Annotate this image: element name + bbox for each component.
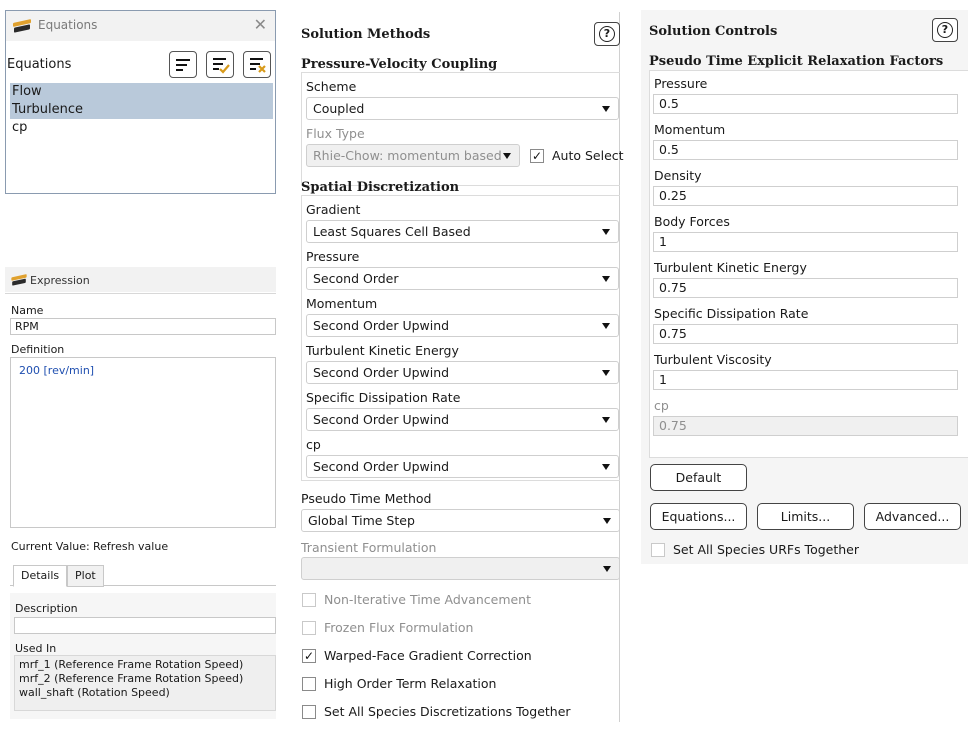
tke-urf-input[interactable]: 0.75 [653, 278, 958, 298]
warped-face-checkbox[interactable] [302, 648, 602, 664]
pressure-label: Pressure [306, 249, 360, 264]
cp-label: cp [306, 437, 321, 452]
pressure-urf-input[interactable]: 0.5 [653, 94, 958, 114]
chevron-down-icon [602, 464, 610, 470]
help-icon: ? [599, 26, 615, 42]
sdr-dropdown[interactable] [306, 408, 619, 431]
chevron-down-icon [602, 323, 610, 329]
limits-button[interactable]: Limits... [757, 503, 854, 530]
pseudo-time-dropdown[interactable] [301, 509, 620, 532]
checkbox-unchecked-icon [651, 543, 665, 557]
equations-list [10, 83, 273, 191]
sdr-label: Specific Dissipation Rate [306, 390, 461, 405]
tab-details[interactable]: Details [13, 565, 67, 587]
sdr-urf-input[interactable]: 0.75 [653, 324, 958, 344]
list-lines-icon [174, 56, 192, 73]
expression-title-bar [5, 267, 276, 292]
momentum-dropdown[interactable] [306, 314, 619, 337]
help-icon: ? [937, 22, 953, 38]
pseudo-time-label: Pseudo Time Method [301, 491, 432, 506]
definition-label: Definition [11, 343, 65, 356]
list-options-button[interactable] [169, 51, 197, 78]
list-item: mrf_2 (Reference Frame Rotation Speed) [19, 672, 244, 685]
momentum-value: Second Order Upwind [313, 318, 450, 333]
refresh-value-link[interactable]: Refresh value [93, 540, 169, 553]
transient-formulation-label: Transient Formulation [301, 540, 437, 555]
chevron-down-icon [602, 370, 610, 376]
description-input[interactable] [14, 617, 276, 634]
sdr-urf-label: Specific Dissipation Rate [654, 306, 809, 321]
expression-dialog [5, 267, 276, 711]
non-iterative-checkbox[interactable] [302, 592, 602, 608]
high-order-relaxation-checkbox[interactable] [302, 676, 602, 692]
solution-methods-title: Solution Methods [301, 27, 431, 42]
help-button[interactable] [932, 18, 958, 42]
chevron-down-icon [602, 229, 610, 235]
equations-title-bar [6, 11, 275, 41]
chevron-down-icon [602, 106, 610, 112]
cp-urf-input[interactable]: 0.75 [653, 416, 958, 436]
spatial-discretization-header: Spatial Discretization [301, 180, 460, 195]
momentum-label: Momentum [306, 296, 378, 311]
help-button[interactable] [594, 22, 620, 46]
advanced-button[interactable]: Advanced... [864, 503, 961, 530]
list-item: mrf_1 (Reference Frame Rotation Speed) [19, 658, 244, 671]
frozen-flux-label: Frozen Flux Formulation [324, 620, 474, 635]
non-iterative-label: Non-Iterative Time Advancement [324, 592, 532, 607]
gradient-dropdown[interactable] [306, 220, 619, 243]
relaxation-factors-header: Pseudo Time Explicit Relaxation Factors [649, 54, 944, 69]
scheme-value: Coupled [313, 101, 365, 116]
chevron-down-icon [602, 417, 610, 423]
solution-controls-panel [641, 10, 968, 564]
scheme-label: Scheme [306, 79, 357, 94]
momentum-urf-label: Momentum [654, 122, 726, 137]
momentum-urf-input[interactable]: 0.5 [653, 140, 958, 160]
tke-label: Turbulent Kinetic Energy [306, 343, 459, 358]
used-in-label: Used In [15, 642, 57, 655]
used-in-list [14, 655, 276, 711]
name-input[interactable]: RPM [10, 318, 276, 335]
equation-item-cp[interactable]: cp [12, 120, 28, 135]
equations-label: Equations [7, 57, 72, 72]
checkbox-checked-icon: ✓ [303, 649, 315, 663]
cp-dropdown[interactable] [306, 455, 619, 478]
body-forces-urf-input[interactable]: 1 [653, 232, 958, 252]
cp-value: Second Order Upwind [313, 459, 450, 474]
deselect-all-button[interactable] [243, 51, 271, 78]
cp-urf-label: cp [654, 398, 669, 413]
list-item: wall_shaft (Rotation Speed) [19, 686, 170, 699]
select-all-button[interactable] [206, 51, 234, 78]
pressure-dropdown[interactable] [306, 267, 619, 290]
auto-select-label: Auto Select [552, 148, 624, 163]
density-urf-input[interactable]: 0.25 [653, 186, 958, 206]
tke-urf-label: Turbulent Kinetic Energy [654, 260, 807, 275]
auto-select-checkbox[interactable] [530, 148, 624, 164]
gradient-label: Gradient [306, 202, 361, 217]
chevron-down-icon [503, 153, 511, 159]
species-urf-label: Set All Species URFs Together [673, 542, 859, 557]
name-label: Name [11, 304, 44, 317]
description-label: Description [15, 602, 78, 615]
chevron-down-icon [603, 518, 611, 524]
transient-formulation-dropdown[interactable] [301, 557, 620, 580]
select-all-icon [211, 56, 231, 74]
tke-value: Second Order Upwind [313, 365, 450, 380]
equations-button[interactable]: Equations... [650, 503, 747, 530]
checkbox-unchecked-icon [302, 677, 316, 691]
close-icon[interactable]: ✕ [253, 15, 267, 34]
expression-dialog-title: Expression [30, 274, 90, 287]
definition-editor[interactable]: 200 [rev/min] [10, 357, 276, 528]
solution-methods-panel [293, 12, 624, 722]
scheme-dropdown[interactable] [306, 97, 619, 120]
pressure-value: Second Order [313, 271, 399, 286]
pseudo-time-value: Global Time Step [308, 513, 415, 528]
frozen-flux-checkbox[interactable] [302, 620, 602, 636]
tab-plot[interactable]: Plot [67, 565, 104, 587]
tke-dropdown[interactable] [306, 361, 619, 384]
equations-dialog-title: Equations [38, 18, 98, 32]
fluent-logo-icon [13, 19, 31, 33]
warped-face-label: Warped-Face Gradient Correction [324, 648, 532, 663]
turb-viscosity-urf-label: Turbulent Viscosity [654, 352, 772, 367]
current-value-label: Current Value: [11, 540, 90, 553]
gradient-value: Least Squares Cell Based [313, 224, 471, 239]
equation-item-turbulence[interactable]: Turbulence [10, 101, 273, 119]
default-button[interactable]: Default [650, 464, 747, 491]
equation-item-flow[interactable]: Flow [10, 83, 273, 101]
checkbox-checked-icon: ✓ [531, 149, 543, 163]
flux-type-label: Flux Type [306, 126, 365, 141]
species-urf-checkbox[interactable] [651, 542, 911, 558]
flux-type-dropdown[interactable] [306, 144, 520, 167]
chevron-down-icon [603, 566, 611, 572]
deselect-all-icon [248, 56, 268, 74]
body-forces-urf-label: Body Forces [654, 214, 730, 229]
pressure-urf-label: Pressure [654, 76, 708, 91]
flux-type-value: Rhie-Chow: momentum based [313, 148, 502, 163]
solution-controls-title: Solution Controls [649, 24, 778, 39]
checkbox-unchecked-icon [302, 621, 316, 635]
species-discretization-checkbox[interactable] [302, 704, 602, 720]
chevron-down-icon [602, 276, 610, 282]
species-discretization-label: Set All Species Discretizations Together [324, 704, 571, 719]
fluent-logo-icon [11, 274, 26, 286]
checkbox-unchecked-icon [302, 593, 316, 607]
high-order-relaxation-label: High Order Term Relaxation [324, 676, 497, 691]
sdr-value: Second Order Upwind [313, 412, 450, 427]
checkbox-unchecked-icon [302, 705, 316, 719]
pv-coupling-header: Pressure-Velocity Coupling [301, 57, 498, 72]
turb-viscosity-urf-input[interactable]: 1 [653, 370, 958, 390]
density-urf-label: Density [654, 168, 702, 183]
equations-dialog [5, 10, 276, 194]
